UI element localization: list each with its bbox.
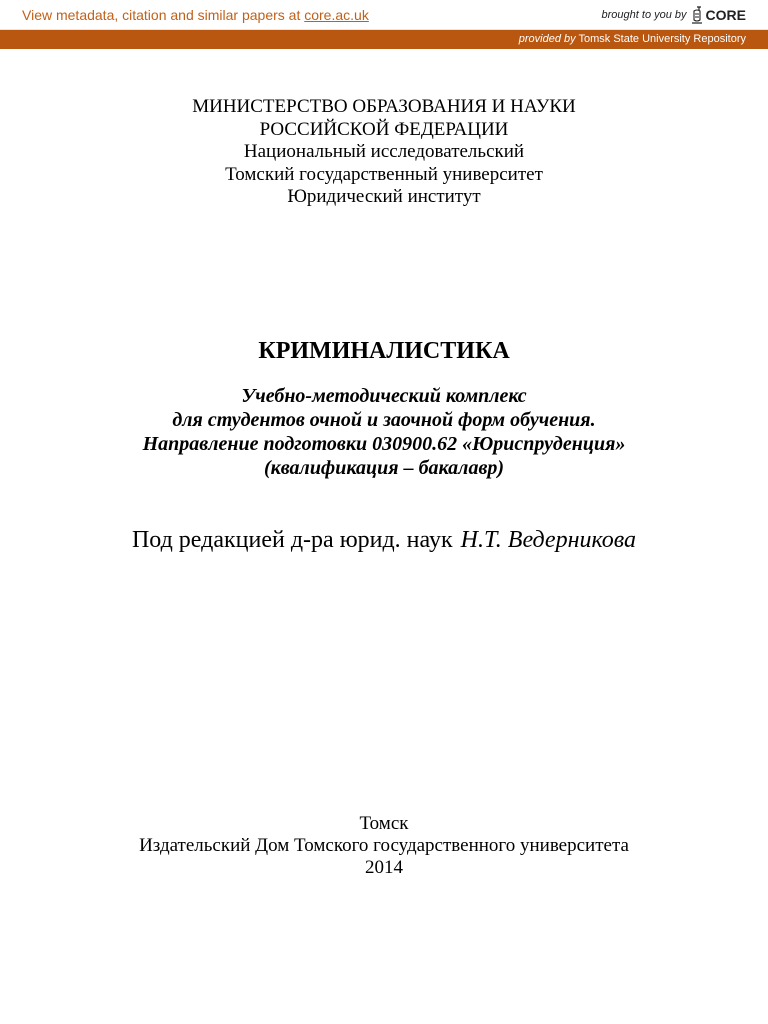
provider-name: Tomsk State University Repository: [578, 33, 746, 45]
org-line: РОССИЙСКОЙ ФЕДЕРАЦИИ: [259, 118, 509, 140]
brought-text: brought to you by: [601, 9, 687, 21]
org-line: Томский государственный университет: [225, 163, 543, 185]
editor-line: [0, 525, 768, 555]
imprint-line: 2014: [365, 857, 403, 878]
subtitle-line: для студентов очной и заочной форм обучения.: [172, 409, 596, 431]
org-line: Национальный исследовательский: [243, 141, 525, 162]
core-url-link[interactable]: core.ac.uk: [304, 7, 369, 23]
imprint-line: Томск: [359, 813, 409, 834]
subtitle-line: Направление подготовки 030900.62 «Юриспруденция»: [142, 433, 626, 455]
imprint-block: [0, 813, 768, 879]
editor-name: Н.Т. Ведерникова: [460, 527, 637, 553]
editor-prefix: Под редакцией д-ра юрид. наук: [131, 527, 453, 553]
core-name: CORE: [705, 7, 746, 23]
imprint-line: Издательский Дом Томского государственного университета: [139, 835, 629, 856]
org-line: МИНИСТЕРСТВО ОБРАЗОВАНИЯ И НАУКИ: [192, 96, 576, 117]
provided-label: provided by: [518, 33, 576, 45]
organization-block: [0, 96, 768, 209]
core-metadata-text: View metadata, citation and similar papers at: [22, 7, 305, 23]
subtitle-line: (квалификация – бакалавр): [263, 457, 505, 479]
subtitle-line: Учебно-методический комплекс: [241, 385, 527, 407]
subtitle-block: [0, 384, 768, 480]
org-line: Юридический институт: [287, 186, 481, 207]
document-title: КРИМИНАЛИСТИКА: [258, 338, 510, 364]
